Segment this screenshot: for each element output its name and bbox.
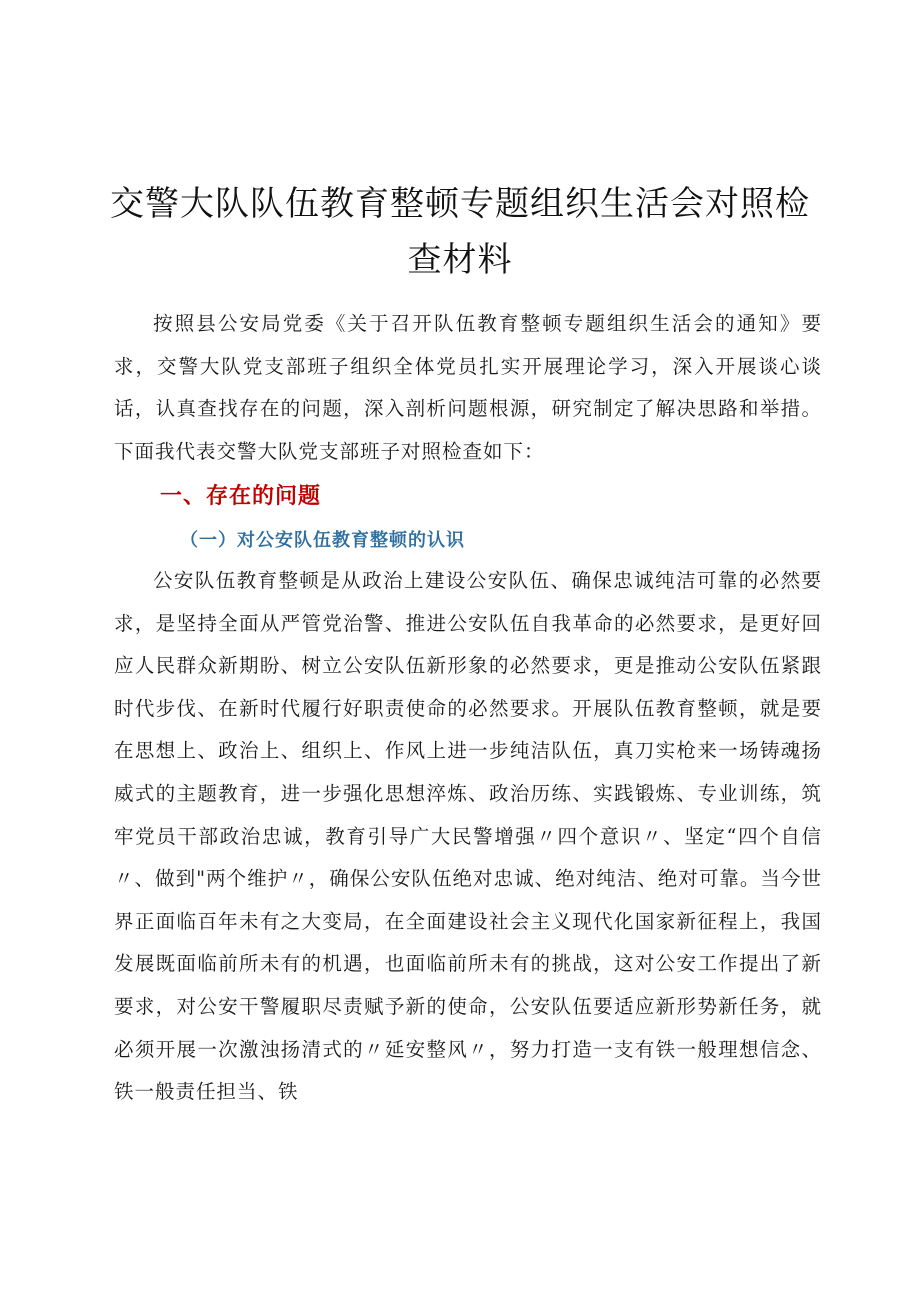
intro-paragraph: 按照县公安局党委《关于召开队伍教育整顿专题组织生活会的通知》要求，交警大队党支部班子组织全体党员扎实开展理论学习，深入开展谈心谈话，认真查找存在的问题，深入剖析问题根源，研究制定了解决思路和举措。下面我代表交警大队党支部班子对照检查如下：	[114, 312, 822, 463]
subsection-heading-understanding: （一）对公安队伍教育整顿的认识	[180, 530, 465, 551]
document-title: 交警大队队伍教育整顿专题组织生活会对照检查材料	[110, 184, 810, 280]
section-heading-problems: 一、存在的问题	[160, 484, 322, 509]
body-paragraph: 公安队伍教育整顿是从政治上建设公安队伍、确保忠诚纯洁可靠的必然要求，是坚持全面从严管党治警、推进公安队伍自我革命的必然要求，是更好回应人民群众新期盼、树立公安队伍新形象的必然要求，更是推动公安队伍紧跟时代步伐、在新时代履行好职责使命的必然要求。开展队伍教育整顿，就是要在思想上、政治上、组织上、作风上进一步纯洁队伍，真刀实枪来一场铸魂扬威式的主题教育，进一步强化思想淬炼、政治历练、实践锻炼、专业训练，筑牢党员干部政治忠诚，教育引导广大民警增强〃四个意识〃、坚定“四个自信〃、做到"两个维护〃，确保公安队伍绝对忠诚、绝对纯洁、绝对可靠。当今世界正面临百年未有之大变局，在全面建设社会主义现代化国家新征程上，我国发展既面临前所未有的机遇，也面临前所未有的挑战，这对公安工作提出了新要求，对公安干警履职尽责赋予新的使命，公安队伍要适应新形势新任务，就必须开展一次激浊扬清式的〃延安整风〃，努力打造一支有铁一般理想信念、铁一般责任担当、铁	[114, 569, 822, 1104]
